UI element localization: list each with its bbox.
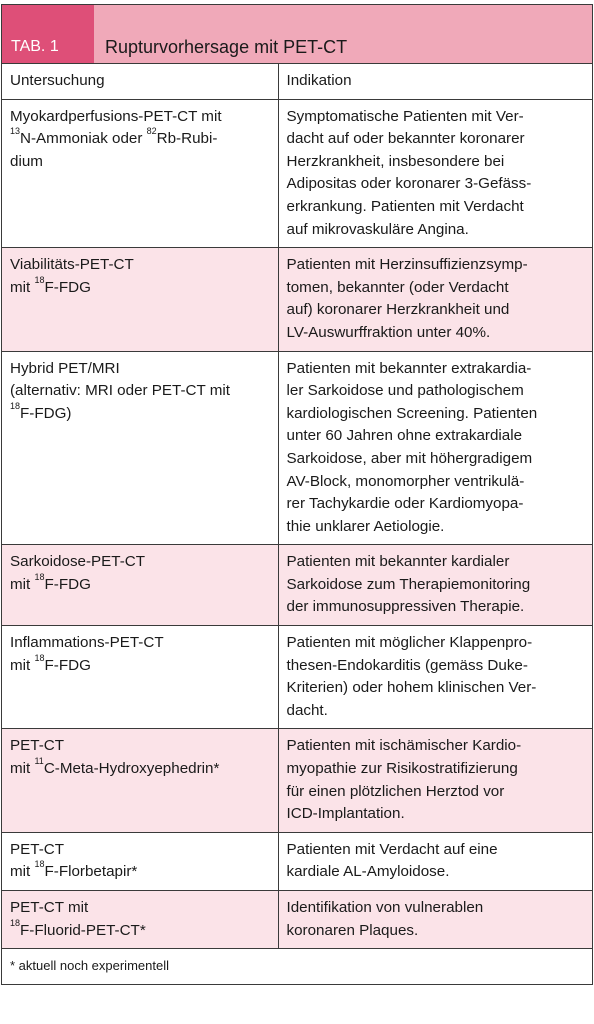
cell-line: Patienten mit möglicher Klappenpro- <box>286 634 533 652</box>
table-row <box>2 545 592 626</box>
cell-text: Myokardperfusions-PET-CT mit <box>10 107 222 125</box>
cell-untersuchung <box>2 351 278 545</box>
cell-line: rer Tachykardie oder Kardiomyopa- <box>286 495 524 513</box>
superscript: 18 <box>10 917 21 928</box>
table-row <box>2 351 592 545</box>
cell-line: ler Sarkoidose und pathologischem <box>286 382 524 400</box>
superscript: 11 <box>34 756 44 767</box>
cell-line: unter 60 Jahren ohne extrakardiale <box>286 427 523 445</box>
cell-line: tomen, bekannter (oder Verdacht <box>286 278 509 296</box>
table-row <box>2 248 592 351</box>
cell-line: Sarkoidose, aber mit höhergradigem <box>286 449 533 467</box>
cell-line: ICD-Implantation. <box>286 805 405 823</box>
cell-line: der immunosuppressiven Therapie. <box>286 598 525 616</box>
cell-text: PET-CT mit <box>10 899 89 916</box>
column-header-untersuchung: Untersuchung <box>2 64 278 99</box>
data-table <box>2 64 592 949</box>
cell-text: mit <box>10 760 35 778</box>
table-title: Rupturvorhersage mit PET-CT <box>105 36 348 57</box>
cell-text: mit <box>10 575 35 593</box>
cell-untersuchung <box>2 626 278 729</box>
cell-line: Adipositas oder koronarer 3-Gefäss- <box>286 175 532 193</box>
cell-line: auf mikrovaskuläre Angina. <box>286 220 469 238</box>
superscript: 18 <box>34 652 45 663</box>
cell-line: LV-Auswurffraktion unter 40%. <box>286 323 491 341</box>
cell-text: F-Florbetapir* <box>44 863 138 881</box>
cell-line: Sarkoidose zum Therapiemonitoring <box>286 575 531 593</box>
cell-line: kardiale AL-Amyloidose. <box>286 863 450 881</box>
cell-text: (alternativ: MRI oder PET-CT mit <box>10 382 230 400</box>
cell-text: F-FDG <box>44 278 91 296</box>
superscript: 18 <box>34 274 45 285</box>
superscript: 18 <box>34 859 45 870</box>
cell-indikation <box>278 99 592 248</box>
superscript: 13 <box>10 126 21 137</box>
cell-text: mit <box>10 278 35 296</box>
cell-line: erkrankung. Patienten mit Verdacht <box>286 197 524 215</box>
cell-text: F-Fluorid-PET-CT* <box>20 921 146 939</box>
cell-untersuchung <box>2 99 278 248</box>
cell-line: koronaren Plaques. <box>286 921 419 939</box>
cell-indikation <box>278 626 592 729</box>
cell-text: Viabilitäts-PET-CT <box>10 256 134 274</box>
cell-text: PET-CT <box>10 840 65 858</box>
cell-line: Patienten mit Herzinsuffizienzsymp- <box>286 256 528 274</box>
cell-untersuchung <box>2 545 278 626</box>
cell-line: Patienten mit bekannter extrakardia- <box>286 359 532 377</box>
cell-line: dacht auf oder bekannter koronarer <box>286 130 525 148</box>
cell-line: AV-Block, monomorpher ventrikulä- <box>286 472 525 490</box>
cell-indikation <box>278 351 592 545</box>
cell-untersuchung <box>2 729 278 832</box>
cell-line: thie unklarer Aetiologie. <box>286 517 445 535</box>
cell-line: Herzkrankheit, insbesondere bei <box>286 152 505 170</box>
cell-untersuchung <box>2 248 278 351</box>
cell-text: mit <box>10 656 35 674</box>
cell-indikation <box>278 545 592 626</box>
cell-indikation <box>278 729 592 832</box>
cell-line: Identifikation von vulnerablen <box>286 899 484 916</box>
cell-indikation <box>278 832 592 890</box>
table-row <box>2 729 592 832</box>
cell-text: Rb-Rubi- <box>156 130 218 148</box>
cell-line: dacht. <box>286 701 328 719</box>
superscript: 18 <box>34 571 45 582</box>
cell-text: F-FDG <box>44 575 91 593</box>
cell-line: Symptomatische Patienten mit Ver- <box>286 107 524 125</box>
table-row <box>2 626 592 729</box>
cell-untersuchung <box>2 832 278 890</box>
footnote: * aktuell noch experimentell <box>10 958 169 974</box>
table-header <box>2 5 592 64</box>
cell-line: Patienten mit ischämischer Kardio- <box>286 737 522 755</box>
cell-text: Sarkoidose-PET-CT <box>10 553 146 571</box>
cell-text: Inflammations-PET-CT <box>10 634 164 652</box>
cell-line: für einen plötzlichen Herztod vor <box>286 782 505 800</box>
tab-label: TAB. 1 <box>2 5 94 63</box>
cell-text: Hybrid PET/MRI <box>10 359 120 377</box>
cell-text: dium <box>10 152 43 170</box>
cell-indikation <box>278 891 592 949</box>
table-row <box>2 891 592 949</box>
column-header-indikation: Indikation <box>278 64 592 99</box>
cell-text: C-Meta-Hydroxyephedrin* <box>43 760 220 778</box>
table-row <box>2 99 592 248</box>
cell-line: Patienten mit bekannter kardialer <box>286 553 510 571</box>
cell-text: N-Ammoniak oder <box>20 130 147 148</box>
superscript: 18 <box>10 400 21 411</box>
cell-line: thesen-Endokarditis (gemäss Duke- <box>286 656 528 674</box>
cell-text: mit <box>10 863 35 881</box>
cell-line: Patienten mit Verdacht auf eine <box>286 840 498 858</box>
cell-text: PET-CT <box>10 737 65 755</box>
cell-line: Kriterien) oder hohem klinischen Ver- <box>286 679 537 697</box>
cell-line: myopathie zur Risikostratifizierung <box>286 760 518 778</box>
table-row <box>2 832 592 890</box>
superscript: 82 <box>146 126 157 137</box>
column-header-row <box>2 64 592 99</box>
cell-line: auf) koronarer Herzkrankheit und <box>286 301 510 319</box>
cell-untersuchung <box>2 891 278 949</box>
cell-line: kardiologischen Screening. Patienten <box>286 404 538 422</box>
table-frame <box>1 4 593 985</box>
cell-text: F-FDG) <box>20 404 72 422</box>
cell-text: F-FDG <box>44 656 91 674</box>
cell-indikation <box>278 248 592 351</box>
